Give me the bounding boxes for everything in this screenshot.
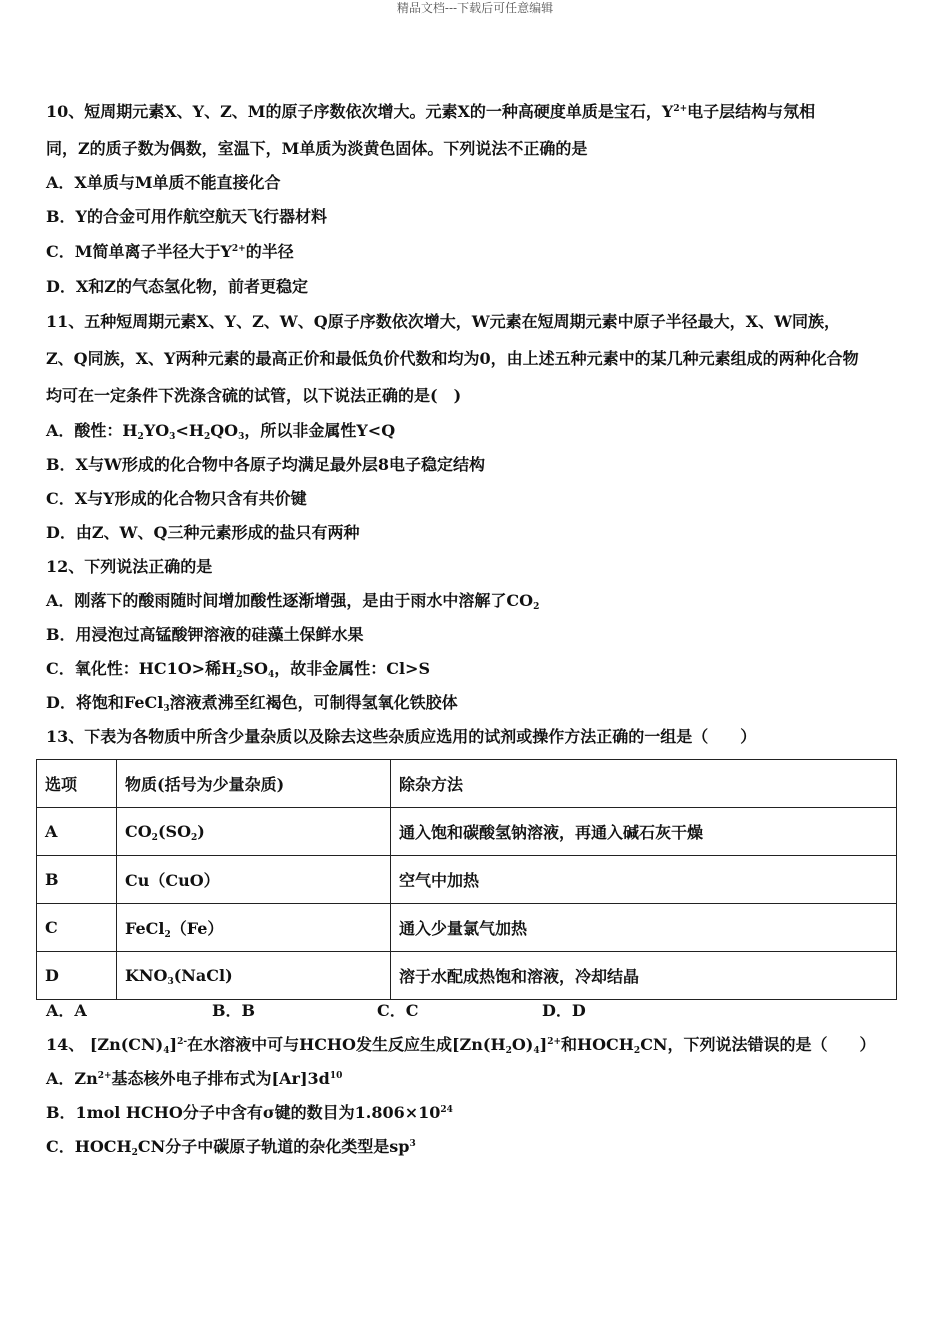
q12-option-a: A．刚落下的酸雨随时间增加酸性逐渐增强，是由于雨水中溶解了$CO_2$ xyxy=(46,591,540,612)
table-row xyxy=(37,808,897,856)
table-cell-substance: $KNO_3(NaCl)$ xyxy=(117,952,391,1000)
q10-stem-line1: 10、短周期元素X、Y、Z、M的原子序数依次增大。元素X的一种高硬度单质是宝石，$Y^{2+}$电子层结构与氖相 xyxy=(46,102,816,121)
q13-table xyxy=(36,759,897,1000)
table-cell-substance: Cu（CuO） xyxy=(117,856,391,904)
q12-option-c: C．氧化性：HC1O>稀$H_2SO_4$，故非金属性：Cl>S xyxy=(46,659,430,680)
q12-option-d: D．将饱和FeCl$_3$溶液煮沸至红褐色，可制得氢氧化铁胶体 xyxy=(46,693,458,714)
page-header: 精品文档---下载后可任意编辑 xyxy=(396,1,554,15)
table-header-row xyxy=(37,760,897,808)
table-cell-method: 空气中加热 xyxy=(391,856,897,904)
table-header-cell: 除杂方法 xyxy=(391,760,897,808)
table-cell-method: 溶于水配成热饱和溶液，冷却结晶 xyxy=(391,952,897,1000)
q12-option-b: B．用浸泡过高锰酸钾溶液的硅藻土保鲜水果 xyxy=(46,625,364,644)
table-cell-option: A xyxy=(37,808,117,856)
q13-choice-b: B．B xyxy=(212,1001,256,1020)
q14-option-b: B．1mol HCHO分子中含有σ键的数目为$1.806\times 10^{24}$ xyxy=(46,1103,453,1122)
table-row xyxy=(37,856,897,904)
q14-option-a: A．$Zn^{2+}$基态核外电子排布式为$[Ar]3d^{10}$ xyxy=(46,1069,343,1088)
q11-stem-line1: 11、五种短周期元素X、Y、Z、W、Q原子序数依次增大，W元素在短周期元素中原子半径最大，X、W同族， xyxy=(46,312,841,331)
table-cell-substance: $CO_2(SO_2)$ xyxy=(117,808,391,856)
table-cell-substance: FeCl$_2$（Fe） xyxy=(117,904,391,952)
q11-option-d: D．由Z、W、Q三种元素形成的盐只有两种 xyxy=(46,523,360,542)
q11-option-a: A．酸性：$H_2YO_3<H_2QO_3$，所以非金属性Y<Q xyxy=(46,421,396,442)
q12-stem: 12、下列说法正确的是 xyxy=(46,557,213,576)
q14-stem: 14、 $[Zn(CN)_4]^{2-}$在水溶液中可与HCHO发生反应生成$[Zn(H_2O)_4]^{2+}$和$HOCH_2CN$，下列说法错误的是（ ） xyxy=(46,1035,876,1056)
q13-choice-c: C．C xyxy=(377,1001,419,1020)
q11-option-b: B．X与W形成的化合物中各原子均满足最外层8电子稳定结构 xyxy=(46,455,486,474)
q14-option-c: C．$HOCH_2CN$分子中碳原子轨道的杂化类型是$sp^3$ xyxy=(46,1137,416,1158)
q13-choice-a: A．A xyxy=(46,1001,87,1020)
q11-stem-line2: Z、Q同族，X、Y两种元素的最高正价和最低负价代数和均为0，由上述五种元素中的某几种元素组成的两种化合物 xyxy=(46,349,859,368)
q10-option-d: D．X和Z的气态氢化物，前者更稳定 xyxy=(46,277,308,296)
q11-option-c: C．X与Y形成的化合物只含有共价键 xyxy=(46,489,307,508)
table-cell-option: D xyxy=(37,952,117,1000)
q13-choice-d: D．D xyxy=(542,1001,586,1020)
table-header-cell: 选项 xyxy=(37,760,117,808)
q10-option-c: C．M简单离子半径大于$Y^{2+}$的半径 xyxy=(46,242,294,261)
table-cell-option: B xyxy=(37,856,117,904)
q10-stem-line2: 同，Z的质子数为偶数，室温下，M单质为淡黄色固体。下列说法不正确的是 xyxy=(46,139,588,158)
q13-choices xyxy=(46,1000,586,1022)
table-row xyxy=(37,904,897,952)
table-cell-option: C xyxy=(37,904,117,952)
table-header-cell: 物质(括号为少量杂质) xyxy=(117,760,391,808)
q10-option-a: A．X单质与M单质不能直接化合 xyxy=(46,173,281,192)
table-cell-method: 通入少量氯气加热 xyxy=(391,904,897,952)
q10-option-b: B．Y的合金可用作航空航天飞行器材料 xyxy=(46,207,327,226)
q13-stem: 13、下表为各物质中所含少量杂质以及除去这些杂质应选用的试剂或操作方法正确的一组是（ ） xyxy=(46,727,757,746)
q11-stem-line3: 均可在一定条件下洗涤含硫的试管，以下说法正确的是( ) xyxy=(46,386,462,405)
table-row xyxy=(37,952,897,1000)
table-cell-method: 通入饱和碳酸氢钠溶液，再通入碱石灰干燥 xyxy=(391,808,897,856)
